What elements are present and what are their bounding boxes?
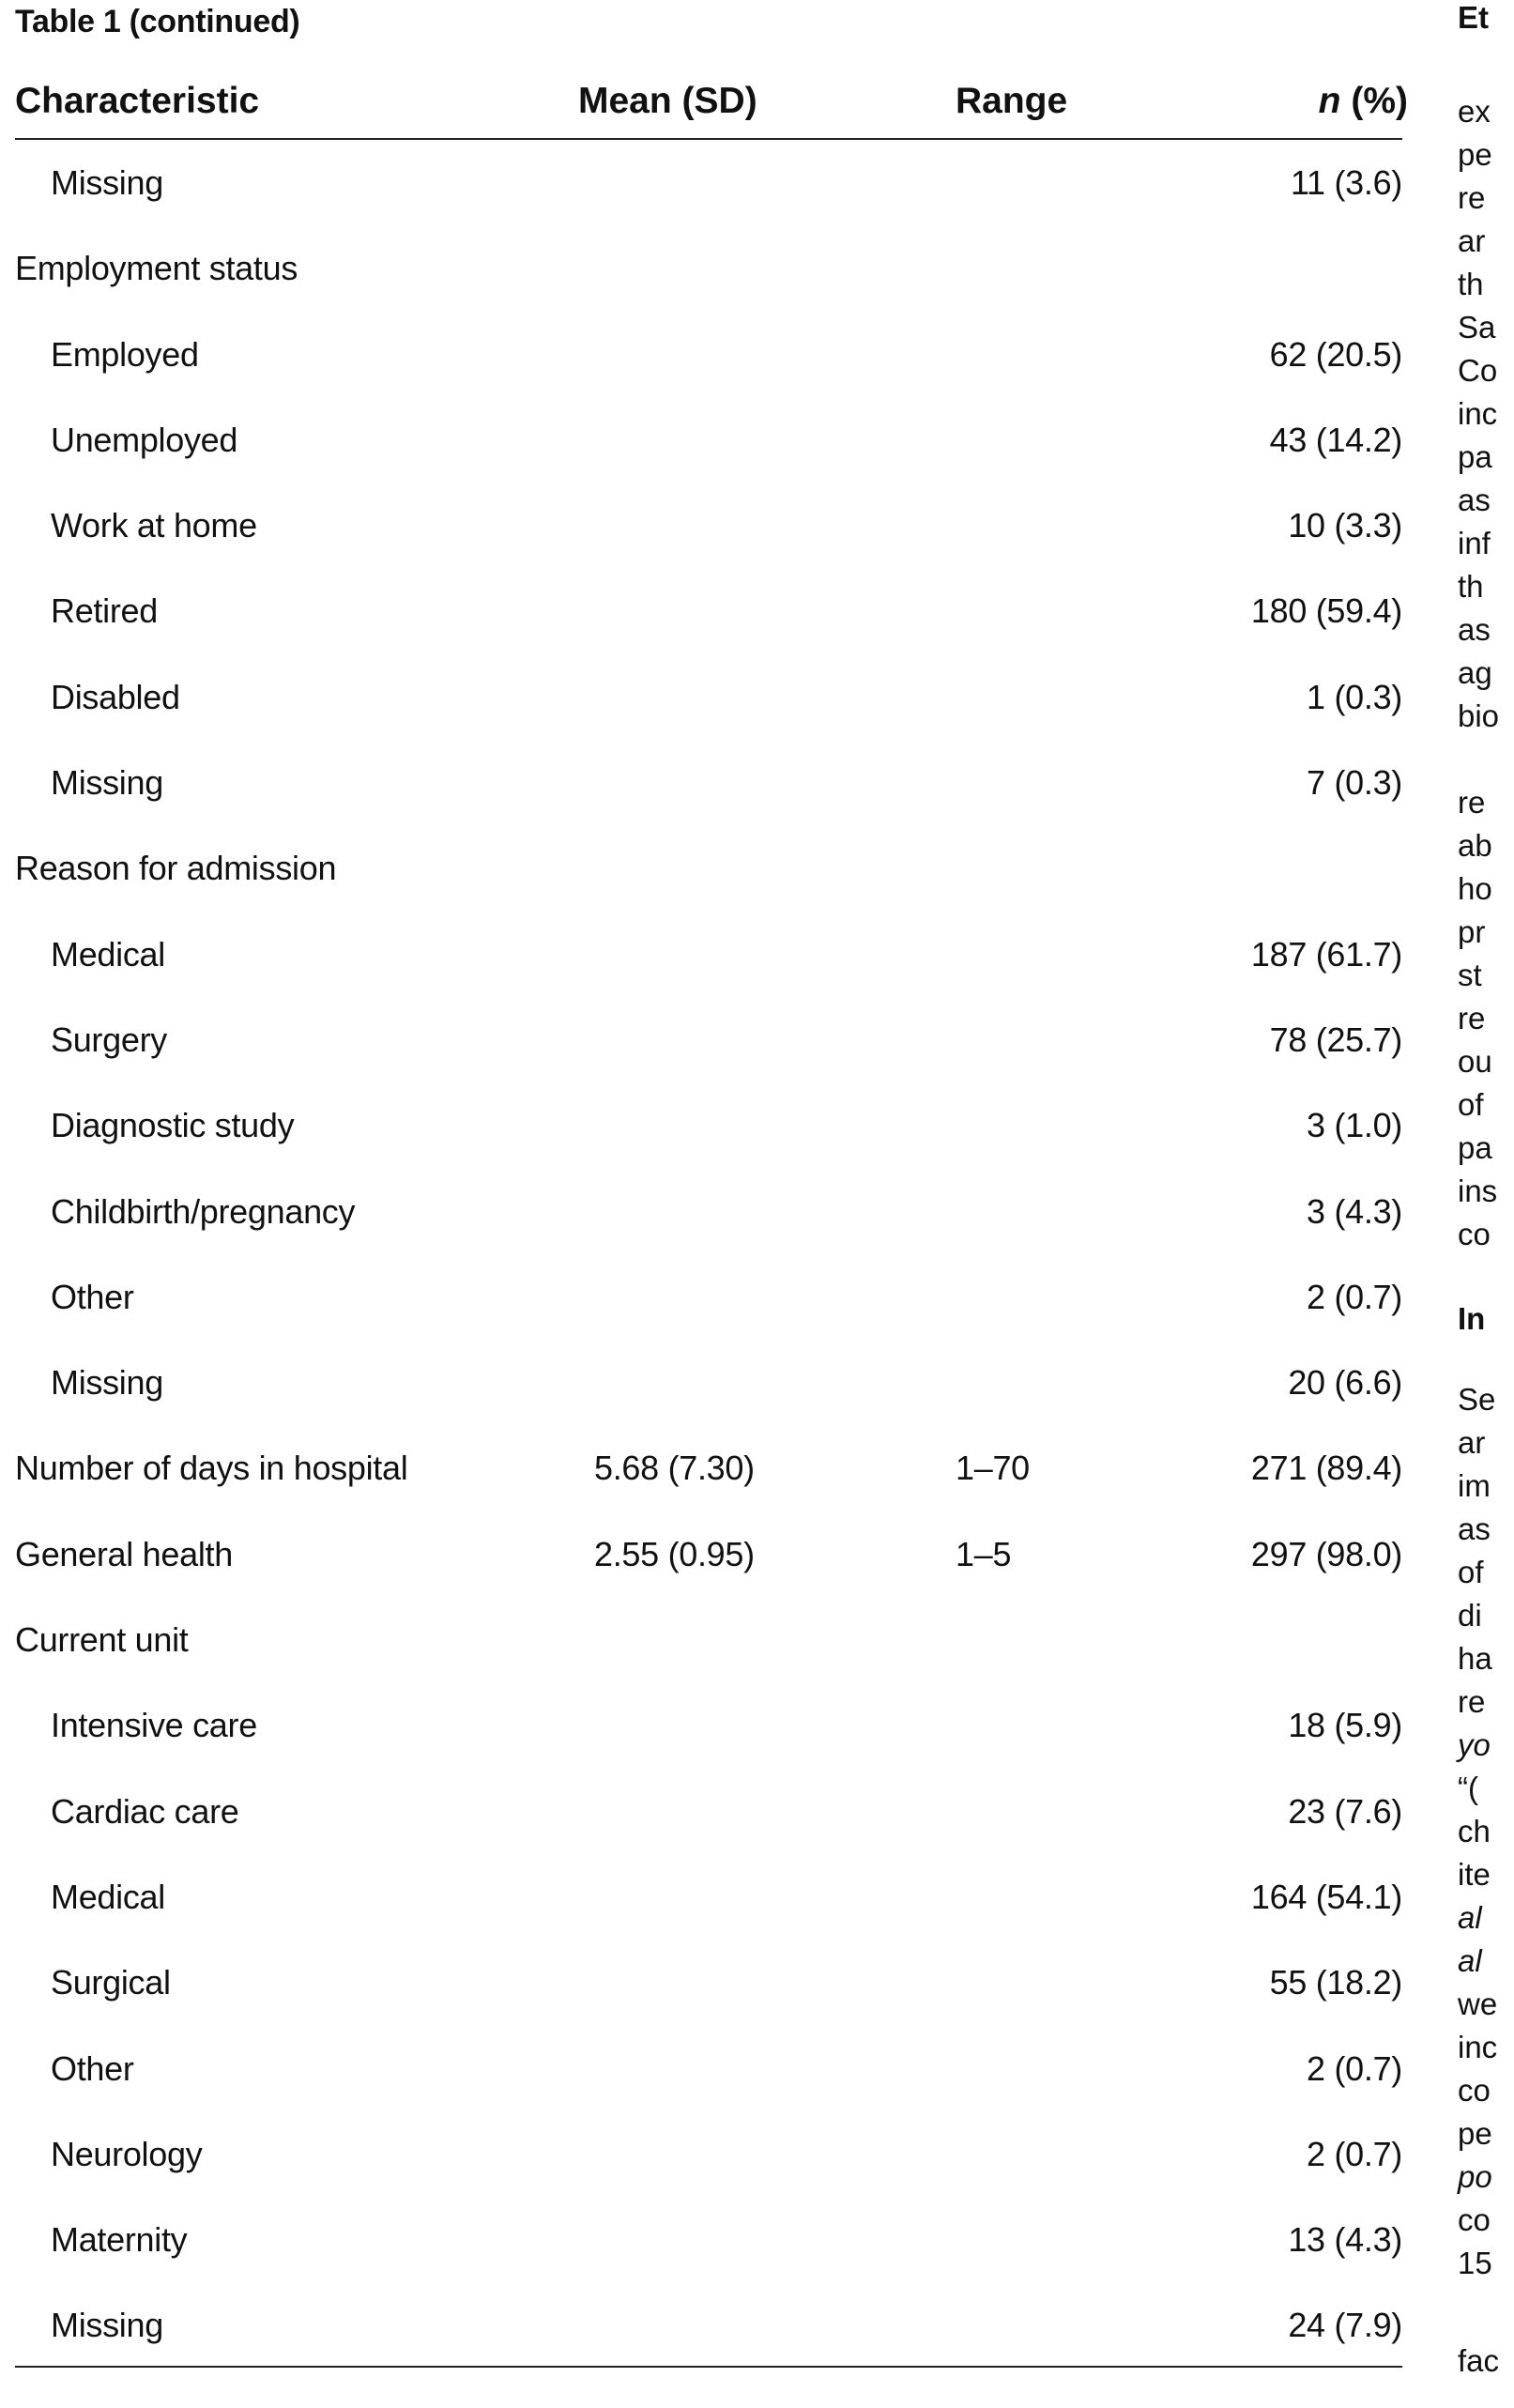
text-fragment: co: [1458, 1217, 1491, 1251]
table-row: [0, 2112, 1408, 2198]
text-fragment: re: [1458, 180, 1486, 215]
text-fragment: Sa: [1458, 310, 1496, 345]
row-label: Surgical: [51, 1963, 171, 2002]
text-fragment: 15: [1458, 2246, 1492, 2280]
row-label: Neurology: [51, 2134, 203, 2173]
row-n: 2 (0.7): [1307, 2134, 1402, 2173]
table-row: [0, 1255, 1408, 1341]
text-fragment: po: [1458, 2159, 1492, 2194]
row-label: Employment status: [15, 249, 298, 288]
row-label: General health: [15, 1534, 233, 1573]
table-row: [0, 1170, 1408, 1255]
text-fragment: ab: [1458, 828, 1492, 863]
row-label: Other: [51, 2048, 134, 2088]
row-n: 180 (59.4): [1250, 591, 1402, 631]
table-row: [0, 1341, 1408, 1426]
row-range: 1–70: [956, 1449, 1030, 1488]
row-n: 23 (7.6): [1288, 1791, 1402, 1831]
row-label: Missing: [51, 163, 163, 202]
text-fragment: ite: [1458, 1857, 1491, 1892]
text-fragment: re: [1458, 1001, 1486, 1035]
row-label: Missing: [51, 763, 163, 803]
table-row: [0, 1855, 1408, 1940]
row-label: Maternity: [51, 2220, 188, 2260]
table-row: [0, 1940, 1408, 2026]
text-fragment: pr: [1458, 914, 1486, 949]
row-n: 187 (61.7): [1250, 934, 1402, 974]
text-fragment: Et: [1458, 0, 1489, 35]
adjacent-column-text: [1458, 0, 1514, 2408]
text-fragment: as: [1458, 483, 1491, 517]
text-fragment: In: [1458, 1301, 1486, 1336]
row-label: Current unit: [15, 1620, 189, 1660]
header-n-italic: n: [1318, 81, 1341, 121]
row-label: Reason for admission: [15, 849, 337, 888]
row-label: Childbirth/pregnancy: [51, 1191, 356, 1231]
table-group-row: [0, 226, 1408, 312]
row-n: 13 (4.3): [1288, 2220, 1402, 2260]
row-n: 3 (4.3): [1307, 1191, 1402, 1231]
header-rule: [15, 138, 1402, 140]
text-fragment: fac: [1458, 2343, 1500, 2378]
table-caption: Table 1 (continued): [15, 4, 300, 39]
row-n: 43 (14.2): [1269, 420, 1402, 459]
row-label: Surgery: [51, 1020, 167, 1059]
row-label: Medical: [51, 934, 165, 974]
header-characteristic: Characteristic: [15, 81, 260, 121]
row-range: 1–5: [956, 1534, 1012, 1573]
table-row: [0, 569, 1408, 654]
text-fragment: ar: [1458, 223, 1486, 258]
text-fragment: pe: [1458, 137, 1492, 172]
text-fragment: co: [1458, 2202, 1491, 2237]
row-n: 2 (0.7): [1307, 2048, 1402, 2088]
row-n: 11 (3.6): [1291, 163, 1402, 202]
row-n: 297 (98.0): [1250, 1534, 1402, 1573]
row-n: 18 (5.9): [1288, 1706, 1402, 1745]
table-row: [0, 741, 1408, 826]
text-fragment: of: [1458, 1555, 1484, 1589]
text-fragment: al: [1458, 1900, 1482, 1935]
text-fragment: as: [1458, 1511, 1491, 1546]
row-label: Other: [51, 1277, 134, 1316]
table-body: [0, 141, 1408, 2370]
table-row: [0, 998, 1408, 1083]
row-label: Intensive care: [51, 1706, 257, 1745]
table-row: [0, 141, 1408, 226]
row-n: 55 (18.2): [1269, 1963, 1402, 2002]
row-label: Disabled: [51, 677, 180, 716]
text-fragment: ho: [1458, 871, 1492, 906]
row-mean: 2.55 (0.95): [594, 1534, 755, 1573]
row-mean: 5.68 (7.30): [594, 1449, 755, 1488]
text-fragment: th: [1458, 267, 1484, 301]
text-fragment: pe: [1458, 2116, 1492, 2151]
table-row: [0, 313, 1408, 398]
row-label: Work at home: [51, 506, 257, 545]
text-fragment: Co: [1458, 353, 1498, 388]
row-label: Diagnostic study: [51, 1106, 295, 1145]
text-fragment: we: [1458, 1986, 1498, 2021]
header-range: Range: [956, 81, 1068, 121]
table-row: [0, 1770, 1408, 1855]
text-fragment: re: [1458, 1684, 1486, 1719]
header-mean-sd: Mean (SD): [578, 81, 757, 121]
row-n: 2 (0.7): [1307, 1277, 1402, 1316]
table-row: [0, 2198, 1408, 2283]
table-bottom-rule: [15, 2366, 1402, 2368]
text-fragment: bio: [1458, 698, 1500, 733]
text-fragment: Se: [1458, 1382, 1496, 1417]
text-fragment: “(: [1458, 1771, 1478, 1805]
table-group-row: [0, 826, 1408, 912]
text-fragment: st: [1458, 958, 1482, 992]
text-fragment: di: [1458, 1598, 1482, 1633]
table-header: [0, 81, 1408, 139]
row-label: Cardiac care: [51, 1791, 239, 1831]
row-n: 7 (0.3): [1307, 763, 1402, 803]
text-fragment: inf: [1458, 526, 1491, 560]
text-fragment: pa: [1458, 439, 1492, 474]
text-fragment: ou: [1458, 1044, 1492, 1079]
text-fragment: as: [1458, 612, 1491, 647]
row-label: Missing: [51, 2306, 163, 2345]
row-n: 78 (25.7): [1269, 1020, 1402, 1059]
row-n: 10 (3.3): [1288, 506, 1402, 545]
row-n: 20 (6.6): [1288, 1363, 1402, 1403]
text-fragment: ch: [1458, 1814, 1491, 1848]
text-fragment: re: [1458, 785, 1486, 820]
row-label: Retired: [51, 591, 158, 631]
text-fragment: inc: [1458, 396, 1498, 431]
table-group-row: [0, 1512, 1408, 1598]
text-fragment: of: [1458, 1087, 1484, 1122]
table-row: [0, 655, 1408, 741]
table-row: [0, 1683, 1408, 1769]
row-label: Number of days in hospital: [15, 1449, 408, 1488]
text-fragment: ag: [1458, 655, 1492, 690]
row-n: 24 (7.9): [1288, 2306, 1402, 2345]
table-row: [0, 398, 1408, 483]
table-row: [0, 2283, 1408, 2369]
table-group-row: [0, 1426, 1408, 1511]
table-row: [0, 2027, 1408, 2112]
text-fragment: yo: [1458, 1727, 1491, 1762]
header-n-percent: [1126, 81, 1408, 122]
text-fragment: ex: [1458, 94, 1491, 129]
text-fragment: th: [1458, 569, 1484, 604]
row-n: 164 (54.1): [1250, 1877, 1402, 1916]
row-label: Missing: [51, 1363, 163, 1403]
text-fragment: ha: [1458, 1641, 1492, 1676]
table-group-row: [0, 1598, 1408, 1683]
text-fragment: ar: [1458, 1425, 1486, 1460]
table-row: [0, 483, 1408, 569]
row-label: Medical: [51, 1877, 165, 1916]
header-n-rest: (%): [1340, 81, 1408, 121]
row-n: 271 (89.4): [1250, 1449, 1402, 1488]
text-fragment: co: [1458, 2073, 1491, 2108]
text-fragment: ins: [1458, 1173, 1498, 1208]
table-row: [0, 913, 1408, 998]
row-n: 62 (20.5): [1269, 334, 1402, 374]
row-label: Unemployed: [51, 420, 238, 459]
text-fragment: al: [1458, 1943, 1482, 1978]
row-n: 3 (1.0): [1307, 1106, 1402, 1145]
text-fragment: pa: [1458, 1130, 1492, 1165]
table-row: [0, 1083, 1408, 1169]
row-n: 1 (0.3): [1307, 677, 1402, 716]
text-fragment: im: [1458, 1468, 1491, 1503]
row-label: Employed: [51, 334, 199, 374]
text-fragment: inc: [1458, 2030, 1498, 2064]
